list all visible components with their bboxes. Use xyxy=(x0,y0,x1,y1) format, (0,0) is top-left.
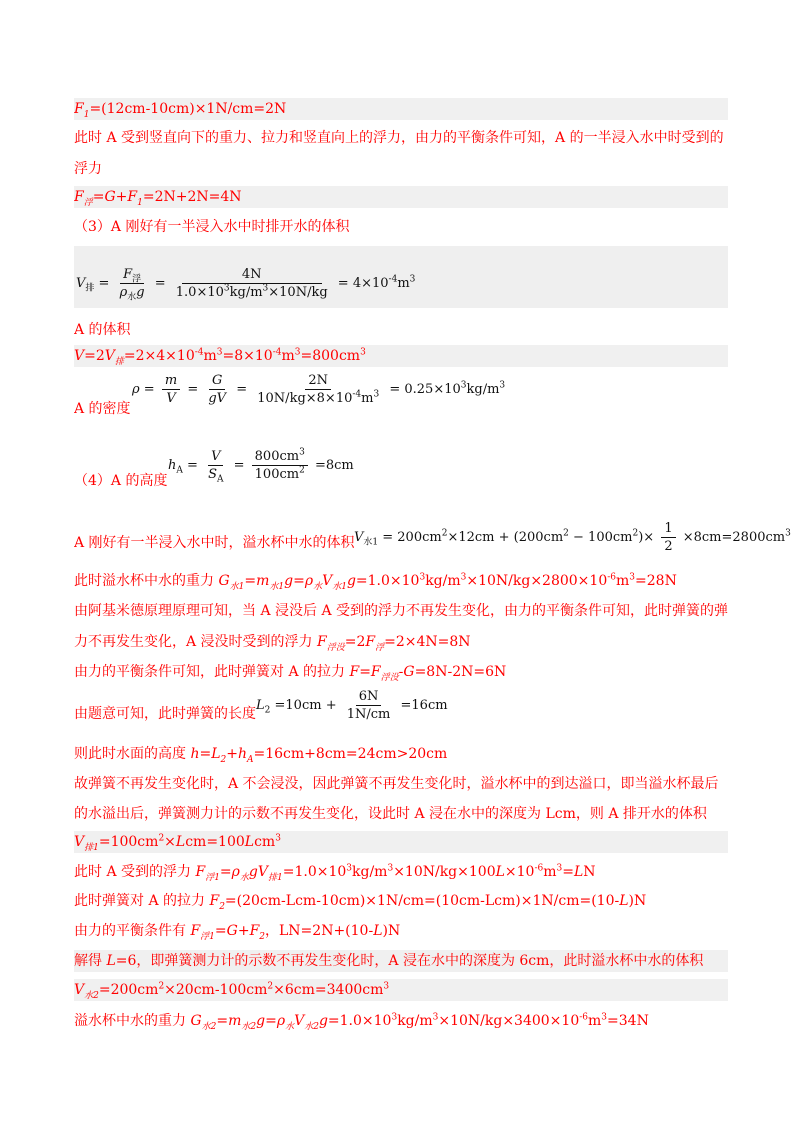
line-water-weight-2: 溢水杯中水的重力 $G_{水2}=m_{水2}g=\rho_水V_{水2}g=1.0\times 10^3kg/m^3\times 10N/kg\times 3400\times 10^{-6}m^3=34N$ xyxy=(74,1012,649,1032)
equation-height: $h_A$ = $\frac{V}{S_A}$ = $\frac{800cm^3}{100cm^2}$ =8cm xyxy=(168,447,354,485)
equation-spring-length: $L_2 =10cm$ + $\frac{6N}{1N/cm}$ =16cm xyxy=(256,689,448,722)
line-buoyancy-calc: $F_浮=G+F_1=2N+2N=4N$ xyxy=(74,186,728,208)
line-conclusion-b: 的水溢出后，弹簧测力计的示数不再发生变化，设此时 A 浸在水中的深度为 Lcm，则 A 排开水的体积 xyxy=(74,806,707,822)
line-part4-heading: （4）A 的高度 xyxy=(74,473,168,489)
line-force-analysis: 此时 A 受到竖直向下的重力、拉力和竖直向上的浮力，由力的平衡条件可知，A 的一半浸入水中时受到的 xyxy=(74,130,724,146)
line-water-surface-height: 则此时水面的高度 $h=L_2+h_A=16cm+8cm=24cm>20cm$ xyxy=(74,746,448,765)
line-full-immersion-buoyancy: 力不再发生变化，A 浸没时受到的浮力 $F_{浮没}=2F_浮=2\times 4N=8N$ xyxy=(74,634,471,653)
line-volume-heading: A 的体积 xyxy=(74,322,131,338)
line-density-heading: A 的密度 xyxy=(74,401,131,417)
line-spring-tension-l: 此时弹簧对 A 的拉力 $F_2=(20cm-Lcm-10cm)\times 1N/cm=(10cm-Lcm)\times 1N/cm=(10-L)N$ xyxy=(74,893,647,912)
line-solve-l: 解得 L=6，即弹簧测力计的示数不再发生变化时，A 浸在水中的深度为 6cm，此时溢水杯中水的体积 xyxy=(74,950,728,972)
line-spring-tension: 由力的平衡条件可知，此时弹簧对 A 的拉力 $F=F_{浮没}-G=8N-2N=6N$ xyxy=(74,664,507,683)
equation-density: ρ = $\frac{m}{V}$ = $\frac{G}{gV}$ = $\frac{2N}{10N/kg\times 8\times 10^{-4}m^3}$ = $0.25\times 10^3kg/m^3$ xyxy=(132,373,506,406)
equation-displaced-volume: $V_排$ = $\frac{F_浮}{\rho_水g}$ = $\frac{4N}{1.0\times 10^3kg/m^3\times 10N/kg}$ = $4\times 10^{-4}m^3$ xyxy=(74,246,728,308)
line-overflow-volume-heading: A 刚好有一半浸入水中时，溢水杯中水的体积 xyxy=(74,535,355,551)
line-overflow-volume-2: $V_{水2}=200cm^2\times 20cm-100cm^2\times 6cm=3400cm^3$ xyxy=(74,979,728,1001)
fraction-f-over-rho-g: $\frac{F_浮}{\rho_水g}$ xyxy=(119,267,145,303)
line-buoyancy-l: 此时 A 受到的浮力 $F_{浮1}=\rho_水gV_{排1}=1.0\times 10^3kg/m^3\times 10N/kg\times 100L\times 10^{-6}m^3=LN$ xyxy=(74,863,596,883)
line-displaced-volume-l: $V_{排1}=100cm^2\times Lcm=100Lcm^3$ xyxy=(74,831,728,853)
line-archimedes: 由阿基米德原理原理可知，当 A 浸没后 A 受到的浮力不再发生变化，由力的平衡条件可知，此时弹簧的弹 xyxy=(74,603,728,619)
line-water-weight-1: 此时溢水杯中水的重力 $G_{水1}=m_{水1}g=\rho_水V_{水1}g=1.0\times 10^3kg/m^3\times 10N/kg\times 2800\times 10^{-6}m^3=28N$ xyxy=(74,572,677,592)
fraction-4n-over-denominator: $\frac{4N}{1.0\times 10^3kg/m^3\times 10N/kg}$ xyxy=(175,267,328,300)
line-equilibrium-l: 由力的平衡条件有 $F_{浮1}=G+F_2$，LN=2N+(10-L)N xyxy=(74,923,401,942)
line-buoyancy-word: 浮力 xyxy=(74,161,102,177)
line-conclusion-a: 故弹簧不再发生变化时，A 不会浸没，因此弹簧不再发生变化时，溢水杯中的到达溢口，即当溢水杯最后 xyxy=(74,776,719,792)
equation-overflow-volume-1: $V_{水1} = 200cm^2\times 12cm + (200cm^2 - 100cm^2)\times$ $\frac{1}{2}$ $\times 8cm=2800cm^3$ xyxy=(354,521,791,554)
line-spring-length-heading: 由题意可知，此时弹簧的长度 xyxy=(74,706,256,722)
line-part3-heading: （3）A 刚好有一半浸入水中时排开水的体积 xyxy=(74,219,350,235)
line-f1-calc: $F_1=(12cm-10cm)\times 1N/cm=2N$ xyxy=(74,98,728,120)
line-volume-calc: $V=2V_排=2\times 4\times 10^{-4}m^3=8\times 10^{-4}m^3=800cm^3$ xyxy=(74,345,728,367)
